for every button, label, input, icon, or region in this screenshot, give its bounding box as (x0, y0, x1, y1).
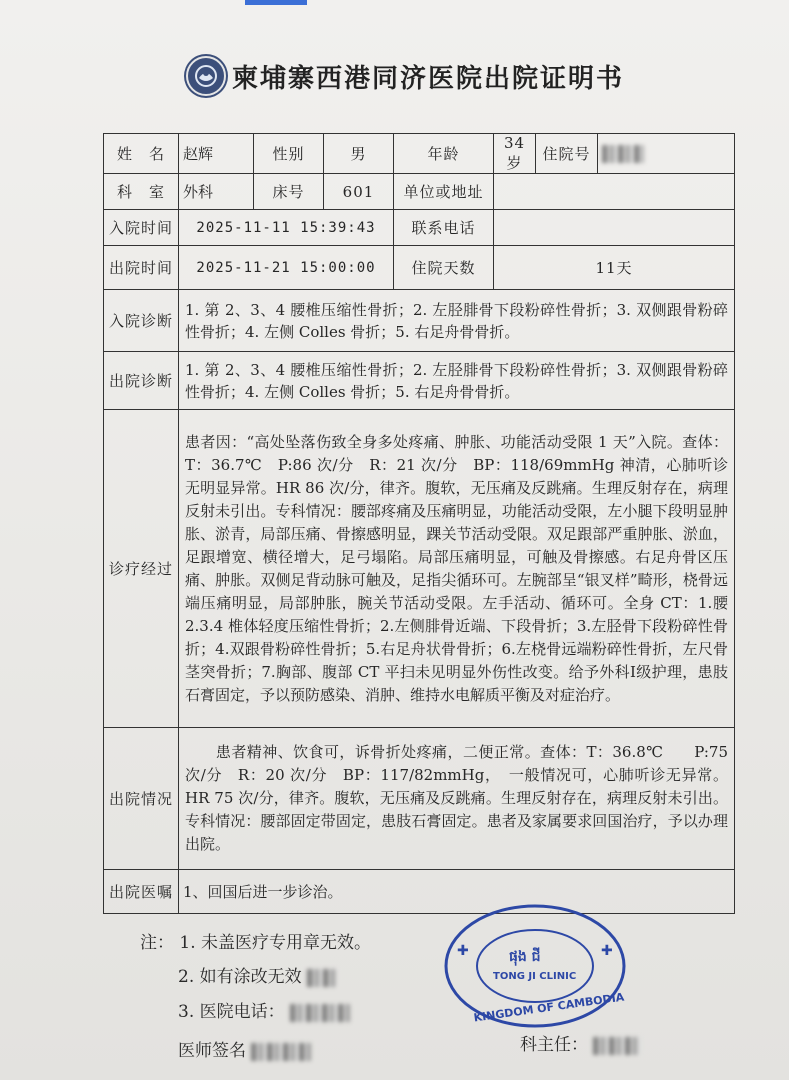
row-name (104, 134, 735, 174)
discharge-form-table (103, 133, 735, 914)
note-1 (140, 928, 371, 953)
admission-no-value (598, 134, 735, 174)
address-label: 单位或地址 (394, 174, 494, 210)
sex-value: 男 (324, 134, 394, 174)
note-2 (178, 962, 337, 987)
admit-time-value: 2025-11-11 15:39:43 (179, 210, 394, 246)
clinic-stamp (443, 903, 627, 1029)
phone-label: 联系电话 (394, 210, 494, 246)
hospital-logo-icon (186, 56, 226, 96)
row-advice (104, 870, 735, 914)
redacted-signature (251, 1043, 311, 1061)
discharge-status-label: 出院情况 (104, 728, 179, 870)
note-3-text: 3. 医院电话： (178, 1002, 285, 1022)
row-admit-time (104, 210, 735, 246)
row-treatment (104, 410, 735, 728)
stamp-center-text: ផុង ជី (509, 949, 541, 965)
treatment-text: 患者因：“高处坠落伤致全身多处疼痛、肿胀、功能活动受限 1 天”入院。查体：T：36.7℃ P:86 次/分 R：21 次/分 BP：118/69mmHg 神清，心肺听诊无明显异常。HR 86 次/分，律齐。腹软，无压痛及反跳痛。生理反射存在，病理反射未引出。专科情况：腰部疼痛及压痛明显，功能活动受限，左小腿下段明显肿胀、淤青，局部压痛、骨擦感明显，踝关节活动受限。双足跟部严重肿胀、淤血，足跟增宽、横径增大，足弓塌陷。局部压痛明显，可触及骨擦感。右足舟骨区压痛、肿胀。双侧足背动脉可触及，足指尖循环可。左腕部呈“银叉样”畸形，桡骨远端压痛明显，局部肿胀，腕关节活动受限。左手活动、循环可。全身 CT：1.腰 2.3.4 椎体轻度压缩性骨折；2.左侧腓骨近端、下段骨折；3.左胫骨下段粉碎性骨折；4.双跟骨粉碎性骨折；5.右足舟状骨骨折；6.左桡骨远端粉碎性骨折，左尺骨茎突骨折；7.胸部、腹部 CT 平扫未见明显外伤性改变。给予外科Ⅰ级护理，患肢石膏固定，予以预防感染、消肿、维持水电解质平衡及对症治疗。 (179, 410, 735, 728)
window-top-accent (245, 0, 307, 5)
phone-value (494, 210, 735, 246)
note-3 (178, 997, 350, 1022)
admit-time-label: 入院时间 (104, 210, 179, 246)
discharge-time-value: 2025-11-21 15:00:00 (179, 246, 394, 290)
row-dept (104, 174, 735, 210)
name-value: 赵辉 (179, 134, 254, 174)
admit-diagnosis-label: 入院诊断 (104, 290, 179, 352)
signature-label: 医师签名 (178, 1041, 246, 1061)
stay-days-label: 住院天数 (394, 246, 494, 290)
advice-text: 1、回国后进一步诊治。 (179, 870, 735, 914)
redacted-admission-no (602, 145, 644, 163)
row-discharge-status (104, 728, 735, 870)
director-row (520, 1030, 641, 1055)
redacted-note-2 (307, 969, 337, 987)
discharge-diagnosis-text: 1. 第 2、3、4 腰椎压缩性骨折；2. 左胫腓骨下段粉碎性骨折；3. 双侧跟骨粉碎性骨折；4. 左侧 Colles 骨折；5. 右足舟骨骨折。 (179, 352, 735, 410)
document-title: 柬埔寨西港同济医院出院证明书 (232, 64, 625, 94)
age-label: 年龄 (394, 134, 494, 174)
name-label: 姓 名 (104, 134, 179, 174)
bed-label: 床号 (254, 174, 324, 210)
discharge-status-text: 患者精神、饮食可，诉骨折处疼痛，二便正常。查体：T：36.8℃ P:75 次/分 R：20 次/分 BP：117/82mmHg， 一般情况可，心肺听诊无异常。HR 75 次/分，律齐。腹软，无压痛及反跳痛。生理反射存在，病理反射未引出。专科情况：腰部固定带固定，患肢石膏固定。患者及家属要求回国治疗，予以办理出院。 (179, 728, 735, 870)
age-value: 34岁 (494, 134, 536, 174)
svg-text:✚: ✚ (601, 943, 613, 959)
redacted-phone (290, 1004, 350, 1022)
row-admit-diagnosis (104, 290, 735, 352)
stay-days-value: 11天 (494, 246, 735, 290)
dept-value: 外科 (179, 174, 254, 210)
bed-value: 601 (324, 174, 394, 210)
note-prefix: 注： (140, 933, 174, 953)
admission-no-label: 住院号 (536, 134, 598, 174)
note-1-text: 1. 未盖医疗专用章无效。 (179, 933, 372, 953)
treatment-label: 诊疗经过 (104, 410, 179, 728)
svg-text:✚: ✚ (457, 943, 469, 959)
sex-label: 性别 (254, 134, 324, 174)
director-label: 科主任： (520, 1035, 588, 1055)
discharge-time-label: 出院时间 (104, 246, 179, 290)
row-discharge-time (104, 246, 735, 290)
dept-label: 科 室 (104, 174, 179, 210)
discharge-diagnosis-label: 出院诊断 (104, 352, 179, 410)
address-value (494, 174, 735, 210)
redacted-director (593, 1037, 641, 1055)
row-discharge-diagnosis (104, 352, 735, 410)
advice-label: 出院医嘱 (104, 870, 179, 914)
admit-diagnosis-text: 1. 第 2、3、4 腰椎压缩性骨折；2. 左胫腓骨下段粉碎性骨折；3. 双侧跟骨粉碎性骨折；4. 左侧 Colles 骨折；5. 右足舟骨骨折。 (179, 290, 735, 352)
note-2-text: 2. 如有涂改无效 (178, 967, 302, 987)
stamp-line-1: TONG JI CLINIC (493, 971, 577, 982)
signature-row (178, 1036, 311, 1061)
stamp-line-2: KINGDOM OF CAMBODIA (472, 990, 625, 1025)
